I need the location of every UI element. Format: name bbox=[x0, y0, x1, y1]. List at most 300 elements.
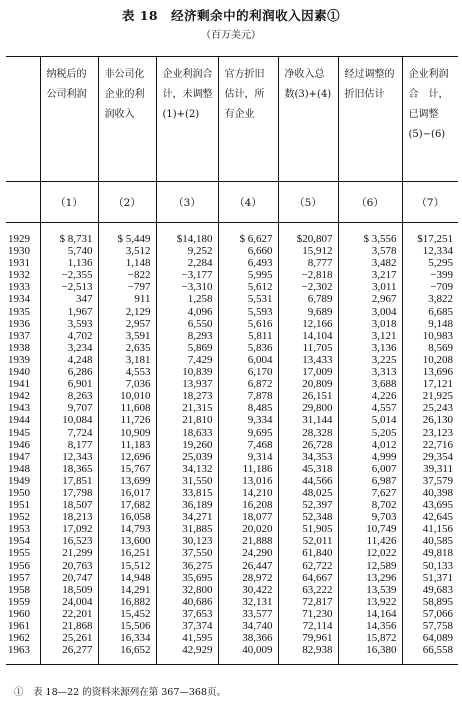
year-cell: 1944 bbox=[8, 414, 30, 427]
value-cell: 82,938 bbox=[278, 644, 338, 656]
value-cell: 15,872 bbox=[338, 632, 402, 644]
value-cell: 34,271 bbox=[156, 511, 218, 523]
value-cell: 16,017 bbox=[98, 487, 156, 499]
value-cell: 2,635 bbox=[98, 342, 156, 354]
value-cell: 25,039 bbox=[156, 451, 218, 463]
column-header: 官方折旧估计，所有企业 bbox=[218, 57, 278, 182]
value-cell: 4,012 bbox=[338, 439, 402, 451]
value-cell: 12,022 bbox=[338, 547, 402, 559]
value-cell: 8,177 bbox=[40, 439, 98, 451]
value-cell: 3,482 bbox=[338, 257, 402, 269]
value-cell: −709 bbox=[402, 281, 458, 293]
table-row bbox=[6, 463, 458, 475]
year-cell: 1945 bbox=[8, 426, 30, 439]
value-cell: 39,311 bbox=[402, 463, 458, 475]
year-cell: 1952 bbox=[8, 511, 30, 524]
value-cell: 21,315 bbox=[156, 402, 218, 414]
value-cell: 48,025 bbox=[278, 487, 338, 499]
value-cell: $ 5,449 bbox=[98, 233, 156, 245]
value-cell: 4,226 bbox=[338, 390, 402, 402]
value-cell: 31,885 bbox=[156, 523, 218, 535]
value-cell: 26,447 bbox=[218, 560, 278, 572]
table-row bbox=[6, 427, 458, 439]
value-cell: 13,600 bbox=[98, 535, 156, 547]
value-cell: 50,133 bbox=[402, 560, 458, 572]
value-cell: 7,429 bbox=[156, 354, 218, 366]
value-cell: 24,290 bbox=[218, 547, 278, 559]
value-cell: 15,767 bbox=[98, 463, 156, 475]
value-cell: 347 bbox=[40, 293, 98, 305]
value-cell: 42,929 bbox=[156, 644, 218, 656]
value-cell: 37,550 bbox=[156, 547, 218, 559]
value-cell: 11,186 bbox=[218, 463, 278, 475]
year-cell: 1955 bbox=[8, 547, 30, 560]
value-cell: 5,995 bbox=[218, 269, 278, 281]
value-cell: 13,699 bbox=[98, 475, 156, 487]
year-cell: 1960 bbox=[8, 607, 30, 620]
table-row bbox=[6, 644, 458, 656]
value-cell: 10,084 bbox=[40, 414, 98, 426]
value-cell: 10,983 bbox=[402, 330, 458, 342]
value-cell: 17,092 bbox=[40, 523, 98, 535]
value-cell: 41,156 bbox=[402, 523, 458, 535]
value-cell: 12,696 bbox=[98, 451, 156, 463]
value-cell: 22,716 bbox=[402, 439, 458, 451]
value-cell: 8,777 bbox=[278, 257, 338, 269]
value-cell: 25,243 bbox=[402, 402, 458, 414]
value-cell: −2,355 bbox=[40, 269, 98, 281]
column-number: （4） bbox=[218, 182, 278, 223]
table-row bbox=[6, 572, 458, 584]
year-cell: 1951 bbox=[8, 499, 30, 512]
column-header: 经过调整的折旧估计 bbox=[338, 57, 402, 182]
value-cell: 11,183 bbox=[98, 439, 156, 451]
table-row bbox=[6, 596, 458, 608]
year-cell: 1947 bbox=[8, 450, 30, 463]
year-cell: 1962 bbox=[8, 632, 30, 645]
value-cell: 4,999 bbox=[338, 451, 402, 463]
year-cell: 1959 bbox=[8, 595, 30, 608]
value-cell: 26,151 bbox=[278, 390, 338, 402]
value-cell: 15,506 bbox=[98, 620, 156, 632]
table-row bbox=[6, 451, 458, 463]
value-cell: 9,689 bbox=[278, 306, 338, 318]
value-cell: 12,166 bbox=[278, 318, 338, 330]
year-cell: 1936 bbox=[8, 317, 30, 330]
value-cell: 33,815 bbox=[156, 487, 218, 499]
value-cell: 9,707 bbox=[40, 402, 98, 414]
value-cell: 13,539 bbox=[338, 584, 402, 596]
table-row bbox=[6, 402, 458, 414]
table-row bbox=[6, 475, 458, 487]
value-cell: 62,722 bbox=[278, 560, 338, 572]
value-cell: 4,248 bbox=[40, 354, 98, 366]
value-cell: 9,314 bbox=[218, 451, 278, 463]
table-row bbox=[6, 560, 458, 572]
header-row bbox=[6, 57, 458, 182]
value-cell: −822 bbox=[98, 269, 156, 281]
value-cell: 31,550 bbox=[156, 475, 218, 487]
column-number: （5） bbox=[278, 182, 338, 223]
value-cell: 5,295 bbox=[402, 257, 458, 269]
value-cell: 49,818 bbox=[402, 547, 458, 559]
column-header: 纳税后的公司利润 bbox=[40, 57, 98, 182]
value-cell: −2,513 bbox=[40, 281, 98, 293]
table-row bbox=[6, 281, 458, 293]
value-cell: 18,077 bbox=[218, 511, 278, 523]
value-cell: 10,010 bbox=[98, 390, 156, 402]
year-cell: 1942 bbox=[8, 390, 30, 403]
value-cell: 17,851 bbox=[40, 475, 98, 487]
year-cell: 1935 bbox=[8, 305, 30, 318]
year-cell: 1963 bbox=[8, 644, 30, 657]
value-cell: 13,296 bbox=[338, 572, 402, 584]
year-cell: 1938 bbox=[8, 341, 30, 354]
value-cell: 14,291 bbox=[98, 584, 156, 596]
value-cell: 22,201 bbox=[40, 608, 98, 620]
value-cell: $20,807 bbox=[278, 233, 338, 245]
column-header: 企业利润合 计，已调整(5)−(6) bbox=[402, 57, 458, 182]
value-cell: 16,652 bbox=[98, 644, 156, 656]
value-cell: 37,579 bbox=[402, 475, 458, 487]
value-cell: 64,667 bbox=[278, 572, 338, 584]
value-cell: 1,136 bbox=[40, 257, 98, 269]
value-cell: 32,131 bbox=[218, 596, 278, 608]
value-cell: 36,275 bbox=[156, 560, 218, 572]
value-cell: 7,627 bbox=[338, 487, 402, 499]
value-cell: 58,895 bbox=[402, 596, 458, 608]
value-cell: 3,217 bbox=[338, 269, 402, 281]
value-cell: 33,577 bbox=[218, 608, 278, 620]
value-cell: 34,740 bbox=[218, 620, 278, 632]
year-cell: 1950 bbox=[8, 486, 30, 499]
table-row bbox=[6, 390, 458, 402]
table-row bbox=[6, 547, 458, 559]
value-cell: 16,523 bbox=[40, 535, 98, 547]
value-cell: 6,872 bbox=[218, 378, 278, 390]
value-cell: 30,422 bbox=[218, 584, 278, 596]
value-cell: 8,569 bbox=[402, 342, 458, 354]
table-row bbox=[6, 366, 458, 378]
year-cell: 1931 bbox=[8, 257, 30, 270]
value-cell: 71,230 bbox=[278, 608, 338, 620]
value-cell: −399 bbox=[402, 269, 458, 281]
value-cell: 11,608 bbox=[98, 402, 156, 414]
value-cell: 18,509 bbox=[40, 584, 98, 596]
value-cell: 17,682 bbox=[98, 499, 156, 511]
value-cell: 35,695 bbox=[156, 572, 218, 584]
table-row bbox=[6, 414, 458, 426]
value-cell: 2,284 bbox=[156, 257, 218, 269]
value-cell: 4,096 bbox=[156, 306, 218, 318]
value-cell: 2,129 bbox=[98, 306, 156, 318]
year-header-cell bbox=[6, 57, 40, 182]
table-row bbox=[6, 499, 458, 511]
value-cell: 3,136 bbox=[338, 342, 402, 354]
value-cell: 1,967 bbox=[40, 306, 98, 318]
year-cell: 1934 bbox=[8, 293, 30, 306]
value-cell: 14,164 bbox=[338, 608, 402, 620]
year-cell: 1929 bbox=[8, 233, 30, 245]
value-cell: 3,018 bbox=[338, 318, 402, 330]
value-cell: 37,653 bbox=[156, 608, 218, 620]
value-cell: 3,225 bbox=[338, 354, 402, 366]
value-cell: 9,703 bbox=[338, 511, 402, 523]
value-cell: 29,354 bbox=[402, 451, 458, 463]
value-cell: 45,318 bbox=[278, 463, 338, 475]
value-cell: 7,878 bbox=[218, 390, 278, 402]
table-row bbox=[6, 342, 458, 354]
value-cell: 66,558 bbox=[402, 644, 458, 656]
value-cell: 5,205 bbox=[338, 427, 402, 439]
value-cell: 15,512 bbox=[98, 560, 156, 572]
value-cell: 3,591 bbox=[98, 330, 156, 342]
value-cell: 14,356 bbox=[338, 620, 402, 632]
table-row bbox=[6, 511, 458, 523]
value-cell: 5,836 bbox=[218, 342, 278, 354]
value-cell: 34,132 bbox=[156, 463, 218, 475]
value-cell: 6,660 bbox=[218, 245, 278, 257]
value-cell: 13,016 bbox=[218, 475, 278, 487]
value-cell: 24,004 bbox=[40, 596, 98, 608]
value-cell: 32,800 bbox=[156, 584, 218, 596]
value-cell: 16,882 bbox=[98, 596, 156, 608]
column-number: （3） bbox=[156, 182, 218, 223]
table-row bbox=[6, 269, 458, 281]
value-cell: 44,566 bbox=[278, 475, 338, 487]
table-row bbox=[6, 330, 458, 342]
value-cell: 18,365 bbox=[40, 463, 98, 475]
value-cell: $17,251 bbox=[402, 233, 458, 245]
value-cell: 13,433 bbox=[278, 354, 338, 366]
value-cell: 3,578 bbox=[338, 245, 402, 257]
value-cell: 16,208 bbox=[218, 499, 278, 511]
value-cell: 6,286 bbox=[40, 366, 98, 378]
year-cell: 1933 bbox=[8, 281, 30, 294]
value-cell: 17,121 bbox=[402, 378, 458, 390]
table-row bbox=[6, 245, 458, 257]
value-cell: 3,181 bbox=[98, 354, 156, 366]
value-cell: 11,705 bbox=[278, 342, 338, 354]
year-cell: 1932 bbox=[8, 269, 30, 282]
table-row bbox=[6, 378, 458, 390]
table-row bbox=[6, 257, 458, 269]
value-cell: 12,334 bbox=[402, 245, 458, 257]
year-cell: 1941 bbox=[8, 378, 30, 391]
value-cell: 3,593 bbox=[40, 318, 98, 330]
value-cell: 21,299 bbox=[40, 547, 98, 559]
value-cell: 13,922 bbox=[338, 596, 402, 608]
column-number: （2） bbox=[98, 182, 156, 223]
value-cell: 16,334 bbox=[98, 632, 156, 644]
value-cell: 911 bbox=[98, 293, 156, 305]
value-cell: 51,371 bbox=[402, 572, 458, 584]
value-cell: 40,585 bbox=[402, 535, 458, 547]
table-row bbox=[6, 439, 458, 451]
value-cell: 52,011 bbox=[278, 535, 338, 547]
value-cell: 2,967 bbox=[338, 293, 402, 305]
value-cell: 21,925 bbox=[402, 390, 458, 402]
value-cell: 63,222 bbox=[278, 584, 338, 596]
table-title: 表 18 经济剩余中的利润收入因素① bbox=[121, 8, 341, 23]
column-header: 非公司化企业的利润收入 bbox=[98, 57, 156, 182]
value-cell: 28,972 bbox=[218, 572, 278, 584]
table-row bbox=[6, 620, 458, 632]
value-cell: 28,328 bbox=[278, 427, 338, 439]
value-cell: 25,261 bbox=[40, 632, 98, 644]
value-cell: 5,612 bbox=[218, 281, 278, 293]
value-cell: 3,234 bbox=[40, 342, 98, 354]
value-cell: 5,531 bbox=[218, 293, 278, 305]
footnote: ① 表 18—22 的资料来源列在第 367—368页。 bbox=[14, 687, 227, 698]
year-cell: 1956 bbox=[8, 559, 30, 572]
value-cell: 6,789 bbox=[278, 293, 338, 305]
table-subtitle: （百万美元） bbox=[201, 30, 261, 41]
value-cell: 1,148 bbox=[98, 257, 156, 269]
value-cell: 11,726 bbox=[98, 414, 156, 426]
value-cell: 9,695 bbox=[218, 427, 278, 439]
value-cell: 5,616 bbox=[218, 318, 278, 330]
value-cell: $ 8,731 bbox=[40, 233, 98, 245]
value-cell: 13,696 bbox=[402, 366, 458, 378]
value-cell: 14,948 bbox=[98, 572, 156, 584]
value-cell: 31,144 bbox=[278, 414, 338, 426]
column-header: 净收入总 数(3)+(4) bbox=[278, 57, 338, 182]
table-row bbox=[6, 293, 458, 305]
value-cell: 10,208 bbox=[402, 354, 458, 366]
value-cell: $ 6,627 bbox=[218, 233, 278, 245]
profit-table bbox=[6, 56, 458, 665]
value-cell: 20,809 bbox=[278, 378, 338, 390]
value-cell: 52,397 bbox=[278, 499, 338, 511]
value-cell: 64,089 bbox=[402, 632, 458, 644]
value-cell: 21,810 bbox=[156, 414, 218, 426]
value-cell: 16,251 bbox=[98, 547, 156, 559]
table-row bbox=[6, 608, 458, 620]
value-cell: 20,763 bbox=[40, 560, 98, 572]
value-cell: 6,007 bbox=[338, 463, 402, 475]
year-cell: 1953 bbox=[8, 523, 30, 536]
year-cell: 1958 bbox=[8, 583, 30, 596]
value-cell: 26,728 bbox=[278, 439, 338, 451]
value-cell: 6,004 bbox=[218, 354, 278, 366]
value-cell: 37,374 bbox=[156, 620, 218, 632]
table-row bbox=[6, 318, 458, 330]
value-cell: 4,557 bbox=[338, 402, 402, 414]
year-cell: 1954 bbox=[8, 535, 30, 548]
year-cell: 1930 bbox=[8, 245, 30, 258]
value-cell: 3,822 bbox=[402, 293, 458, 305]
table-row bbox=[6, 523, 458, 535]
value-cell: 40,009 bbox=[218, 644, 278, 656]
value-cell: 51,905 bbox=[278, 523, 338, 535]
value-cell: 17,009 bbox=[278, 366, 338, 378]
value-cell: 20,020 bbox=[218, 523, 278, 535]
value-cell: 18,273 bbox=[156, 390, 218, 402]
value-cell: 12,343 bbox=[40, 451, 98, 463]
column-number-row bbox=[6, 182, 458, 223]
value-cell: 42,645 bbox=[402, 511, 458, 523]
value-cell: 34,353 bbox=[278, 451, 338, 463]
value-cell: 40,398 bbox=[402, 487, 458, 499]
value-cell: 21,888 bbox=[218, 535, 278, 547]
value-cell: 12,589 bbox=[338, 560, 402, 572]
value-cell: 72,114 bbox=[278, 620, 338, 632]
value-cell: 9,148 bbox=[402, 318, 458, 330]
value-cell: 10,909 bbox=[98, 427, 156, 439]
value-cell: $ 3,556 bbox=[338, 233, 402, 245]
value-cell: 11,426 bbox=[338, 535, 402, 547]
year-cell: 1946 bbox=[8, 438, 30, 451]
value-cell: 7,468 bbox=[218, 439, 278, 451]
table-row bbox=[6, 354, 458, 366]
year-cell: 1940 bbox=[8, 366, 30, 379]
value-cell: 7,724 bbox=[40, 427, 98, 439]
value-cell: 6,987 bbox=[338, 475, 402, 487]
year-cell: 1943 bbox=[8, 402, 30, 415]
value-cell: 14,793 bbox=[98, 523, 156, 535]
value-cell: 6,170 bbox=[218, 366, 278, 378]
value-cell: 5,014 bbox=[338, 414, 402, 426]
column-header: 企业利润合 计，未调整(1)+(2) bbox=[156, 57, 218, 182]
year-cell: 1957 bbox=[8, 571, 30, 584]
value-cell: 61,840 bbox=[278, 547, 338, 559]
table-row bbox=[6, 632, 458, 644]
value-cell: 19,260 bbox=[156, 439, 218, 451]
value-cell: 16,380 bbox=[338, 644, 402, 656]
value-cell: 18,633 bbox=[156, 427, 218, 439]
year-cell: 1961 bbox=[8, 620, 30, 632]
value-cell: $14,180 bbox=[156, 233, 218, 245]
value-cell: 14,210 bbox=[218, 487, 278, 499]
value-cell: 3,313 bbox=[338, 366, 402, 378]
value-cell: 26,130 bbox=[402, 414, 458, 426]
value-cell: 9,252 bbox=[156, 245, 218, 257]
value-cell: 3,011 bbox=[338, 281, 402, 293]
value-cell: 40,686 bbox=[156, 596, 218, 608]
value-cell: 16,058 bbox=[98, 511, 156, 523]
value-cell: 38,366 bbox=[218, 632, 278, 644]
value-cell: 8,293 bbox=[156, 330, 218, 342]
value-cell: 8,485 bbox=[218, 402, 278, 414]
value-cell: 10,749 bbox=[338, 523, 402, 535]
value-cell: 43,695 bbox=[402, 499, 458, 511]
year-cell: 1948 bbox=[8, 462, 30, 475]
table-row bbox=[6, 487, 458, 499]
value-cell: 3,688 bbox=[338, 378, 402, 390]
value-cell: 8,702 bbox=[338, 499, 402, 511]
value-cell: −2,818 bbox=[278, 269, 338, 281]
column-number: （6） bbox=[338, 182, 402, 223]
value-cell: 17,798 bbox=[40, 487, 98, 499]
value-cell: 2,957 bbox=[98, 318, 156, 330]
value-cell: 5,811 bbox=[218, 330, 278, 342]
value-cell: 15,452 bbox=[98, 608, 156, 620]
value-cell: 5,740 bbox=[40, 245, 98, 257]
value-cell: 5,593 bbox=[218, 306, 278, 318]
value-cell: 4,553 bbox=[98, 366, 156, 378]
value-cell: 49,683 bbox=[402, 584, 458, 596]
year-cell: 1937 bbox=[8, 329, 30, 342]
column-number: （7） bbox=[402, 182, 458, 223]
value-cell: 10,839 bbox=[156, 366, 218, 378]
value-cell: 1,258 bbox=[156, 293, 218, 305]
table-row bbox=[6, 584, 458, 596]
value-cell: 5,869 bbox=[156, 342, 218, 354]
table-row bbox=[6, 233, 458, 245]
value-cell: 6,901 bbox=[40, 378, 98, 390]
value-cell: 9,334 bbox=[218, 414, 278, 426]
